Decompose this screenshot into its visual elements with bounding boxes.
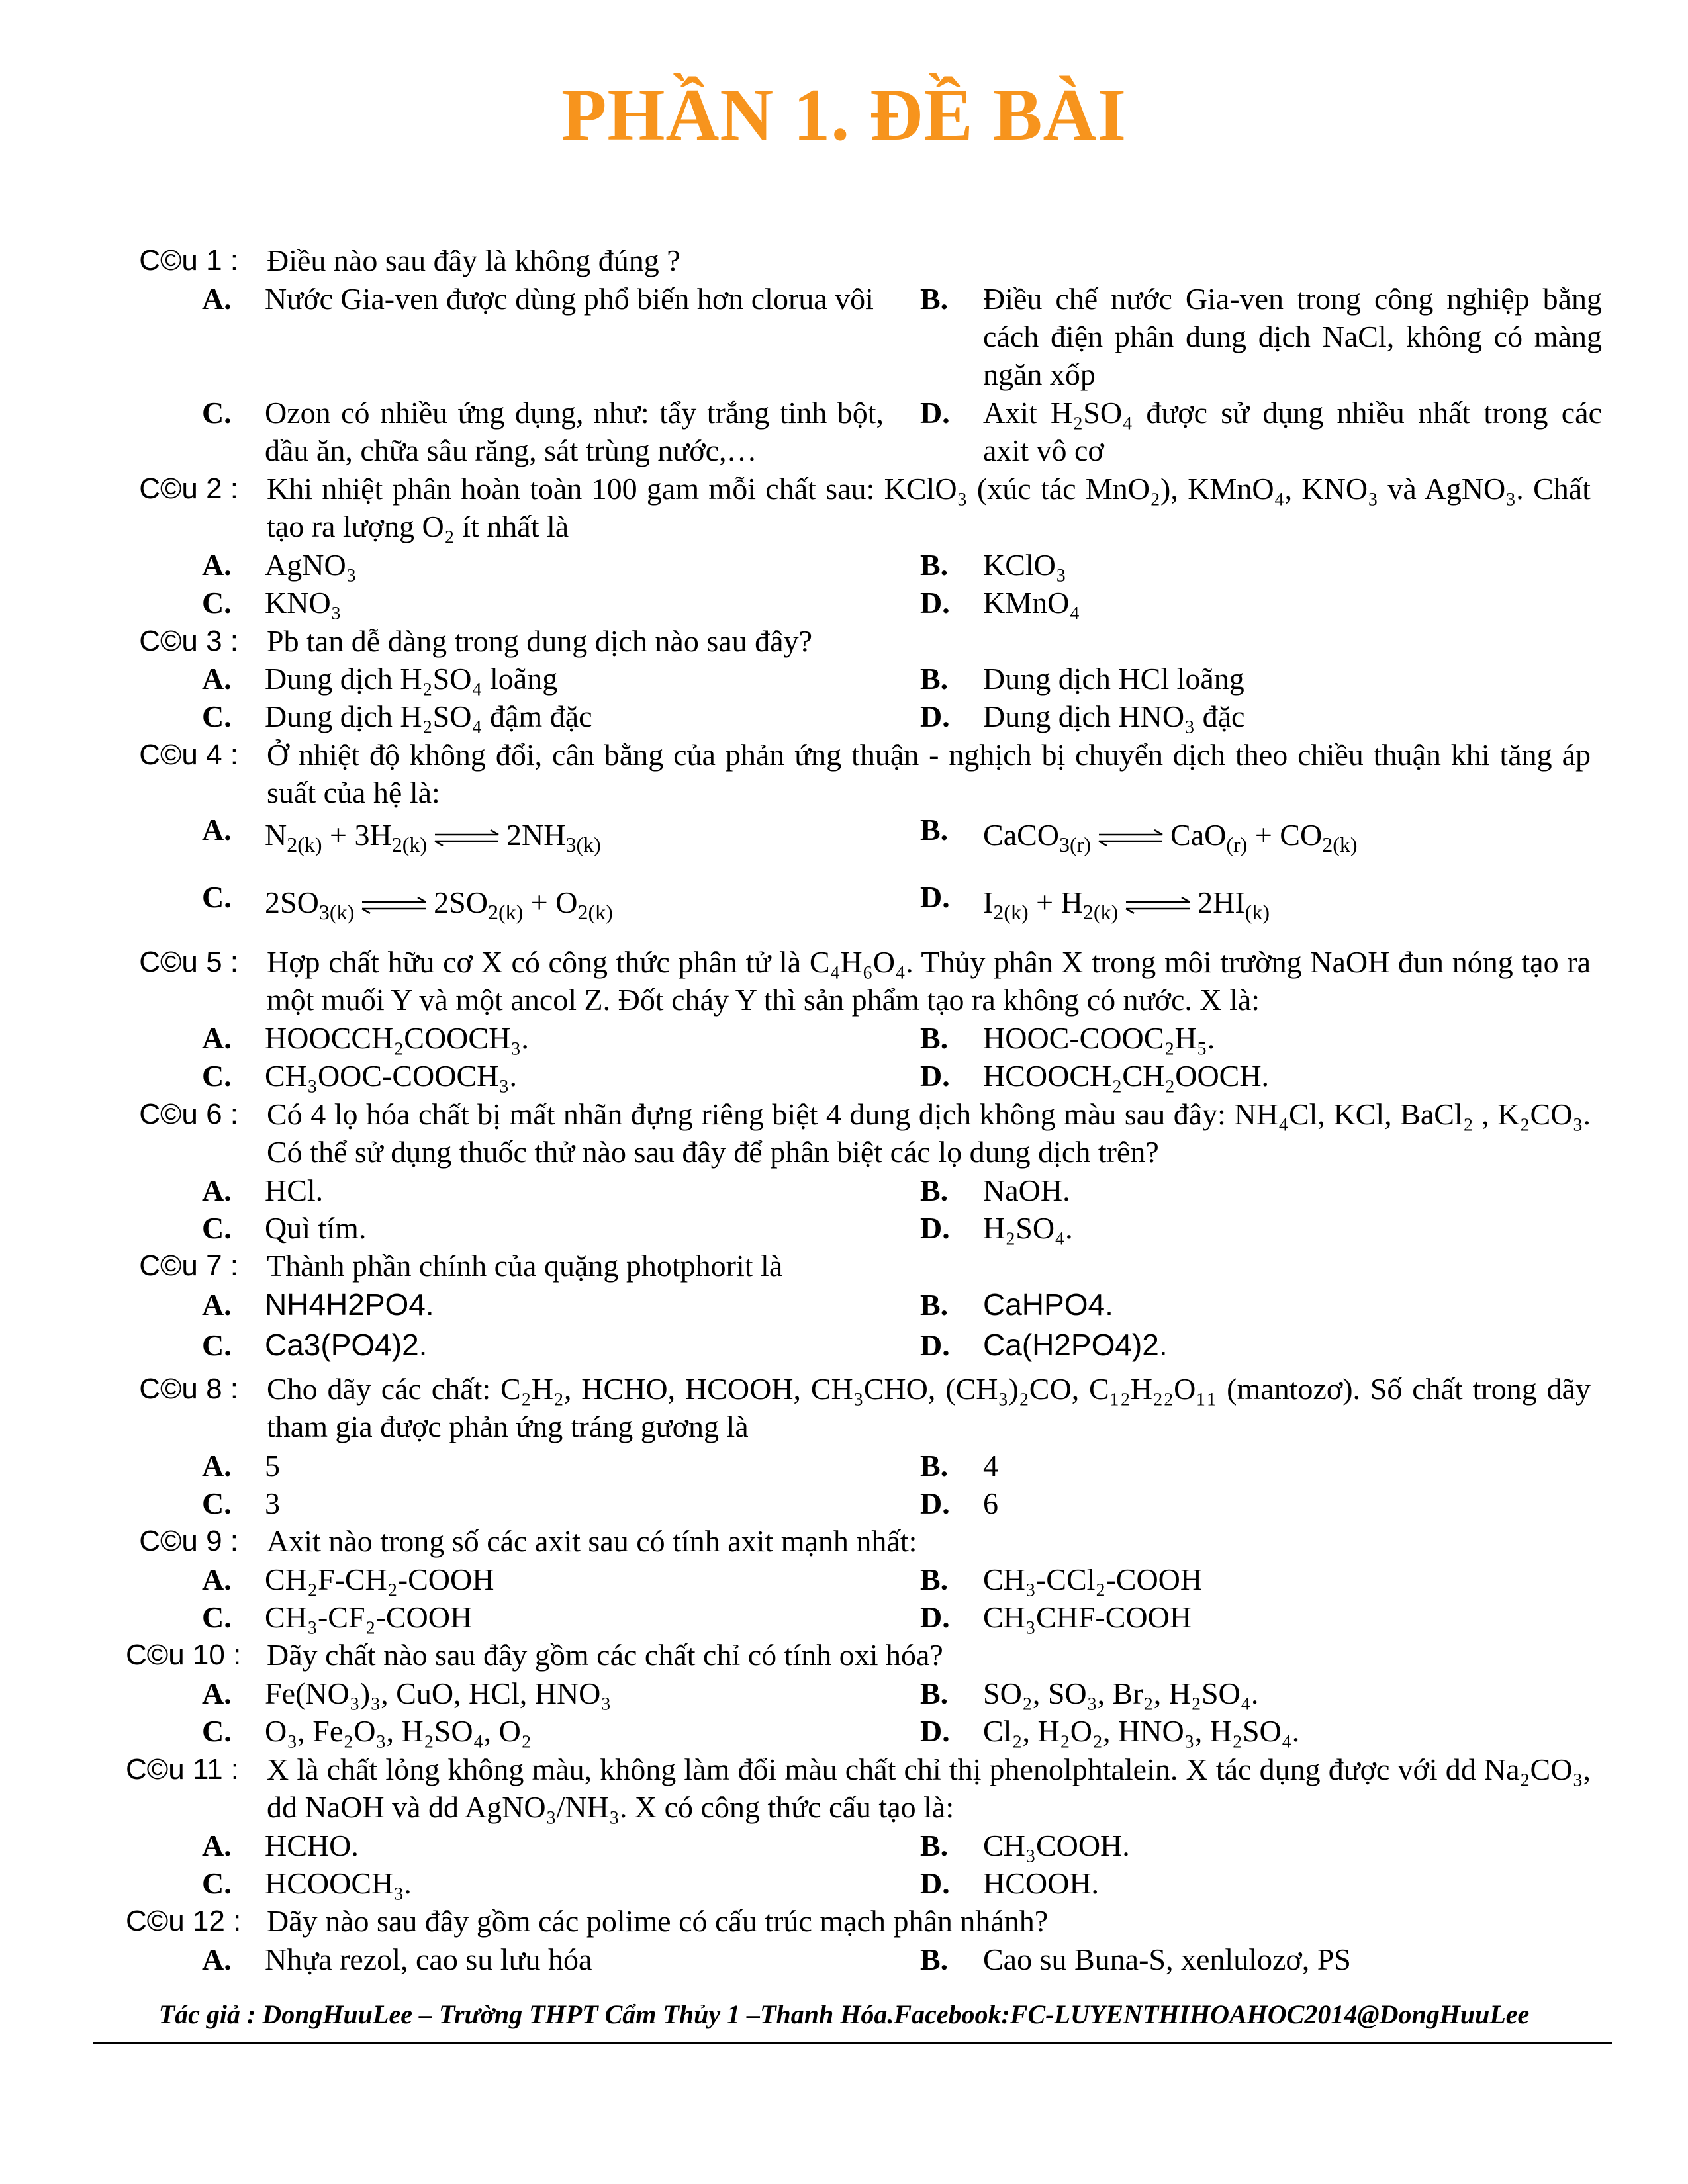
question-label: C©u 5 : bbox=[139, 946, 238, 978]
option-letter: C. bbox=[202, 1486, 232, 1520]
option-letter: C. bbox=[202, 880, 232, 914]
option-text: HCOOCH₂CH₂OOCH. bbox=[983, 1059, 1270, 1093]
option-letter: C. bbox=[202, 700, 232, 733]
option-text: 4 bbox=[983, 1449, 998, 1482]
option-text: HOOCCH₂COOCH₃. bbox=[265, 1021, 529, 1055]
option-letter: A. bbox=[202, 813, 232, 846]
option-text: KNO₃ bbox=[265, 586, 342, 619]
option-text: H₂SO₄. bbox=[983, 1211, 1073, 1245]
option-text: CaHPO4. bbox=[983, 1287, 1113, 1322]
page-title: PHẦN 1. ĐỀ BÀI bbox=[561, 74, 1127, 156]
option-text: CH₃-CF₂-COOH bbox=[265, 1600, 473, 1634]
question-text: Dãy chất nào sau đây gồm các chất chỉ có tính oxi hóa? bbox=[267, 1638, 943, 1672]
question-label: C©u 9 : bbox=[139, 1525, 238, 1557]
option-letter: C. bbox=[202, 1714, 232, 1748]
option-text: Ca3(PO4)2. bbox=[265, 1328, 428, 1362]
option-letter: A. bbox=[202, 1676, 232, 1710]
option-letter: C. bbox=[202, 1328, 232, 1362]
option-letter: B. bbox=[920, 1288, 949, 1322]
option-letter: A. bbox=[202, 1563, 232, 1596]
option-text: KMnO₄ bbox=[983, 586, 1080, 619]
question-label: C©u 2 : bbox=[139, 473, 238, 505]
question-text: Điều nào sau đây là không đúng ? bbox=[267, 244, 680, 277]
question-label: C©u 8 : bbox=[139, 1373, 238, 1405]
option-letter: D. bbox=[920, 1866, 950, 1900]
option-letter: A. bbox=[202, 548, 232, 582]
option-text: Điều chế nước Gia-ven trong công nghiệp bằng cách điện phân dung dịch NaCl, không có màng ngăn xốp bbox=[983, 282, 1602, 391]
question-text: Dãy nào sau đây gồm các polime có cấu trúc mạch phân nhánh? bbox=[267, 1904, 1049, 1938]
option-letter: B. bbox=[920, 548, 949, 582]
equation-right: $2NH_{3(k)}$ bbox=[506, 818, 601, 857]
option-letter: B. bbox=[920, 1829, 949, 1862]
option-letter: C. bbox=[202, 586, 232, 619]
option-text: HCHO. bbox=[265, 1829, 359, 1862]
option-text: Fe(NO₃)₃, CuO, HCl, HNO₃ bbox=[265, 1676, 612, 1710]
question-text: Axit nào trong số các axit sau có tính axit mạnh nhất: bbox=[267, 1524, 917, 1558]
option-letter: C. bbox=[202, 1866, 232, 1900]
option-text: Dung dịch H₂SO₄ đậm đặc bbox=[265, 700, 592, 733]
option-text: 3 bbox=[265, 1486, 280, 1520]
question-text: Có 4 lọ hóa chất bị mất nhãn đựng riêng biệt 4 dung dịch không màu sau đây: NH₄Cl, KCl, BaCl₂ , K₂CO₃. Có thể sử dụng thuốc thử nào sau đây để phân biệt các lọ dung dịch trên? bbox=[267, 1097, 1591, 1169]
option-text: 6 bbox=[983, 1486, 998, 1520]
option-letter: B. bbox=[920, 1449, 949, 1482]
equation-left: $2SO_{3(k)}$ bbox=[265, 886, 355, 925]
question-text: Ở nhiệt độ không đổi, cân bằng của phản ứng thuận - nghịch bị chuyển dịch theo chiều thuận khi tăng áp suất của hệ là: bbox=[267, 738, 1591, 809]
option-letter: A. bbox=[202, 1829, 232, 1862]
option-letter: B. bbox=[920, 1563, 949, 1596]
option-letter: D. bbox=[920, 1328, 950, 1362]
option-text: HCl. bbox=[265, 1173, 324, 1207]
option-text: KClO₃ bbox=[983, 548, 1066, 582]
option-letter: C. bbox=[202, 1600, 232, 1634]
option-text: NH4H2PO4. bbox=[265, 1287, 434, 1322]
equation-right: $CaO_{(r)} + CO_{2(k)}$ bbox=[1170, 818, 1358, 857]
option-text: Ca(H2PO4)2. bbox=[983, 1328, 1168, 1362]
question-text: Hợp chất hữu cơ X có công thức phân tử là C₄H₆O₄. Thủy phân X trong môi trường NaOH đun nóng tạo ra một muối Y và một ancol Z. Đốt cháy Y thì sản phẩm tạo ra không có nước. X là: bbox=[267, 945, 1591, 1017]
question-text: X là chất lỏng không màu, không làm đổi màu chất chỉ thị phenolphtalein. X tác dụng được với dd Na₂CO₃, dd NaOH và dd AgNO₃/NH₃. X có công thức cấu tạo là: bbox=[267, 1752, 1591, 1824]
option-text: HOOC-COOC₂H₅. bbox=[983, 1021, 1215, 1055]
option-text: Quì tím. bbox=[265, 1211, 367, 1245]
equation-left: CaCO$_{3(r)}$ bbox=[983, 818, 1091, 857]
question-label: C©u 12 : bbox=[126, 1905, 242, 1937]
option-text: Ozon có nhiều ứng dụng, như: tẩy trắng tinh bột, dầu ăn, chữa sâu răng, sát trùng nước,… bbox=[265, 396, 884, 467]
option-letter: C. bbox=[202, 1211, 232, 1245]
option-letter: D. bbox=[920, 586, 950, 619]
option-text: HCOOCH₃. bbox=[265, 1866, 412, 1900]
option-text: Cao su Buna-S, xenlulozơ, PS bbox=[983, 1942, 1351, 1976]
option-letter: A. bbox=[202, 1173, 232, 1207]
equilibrium-arrow-icon bbox=[1098, 829, 1164, 846]
option-letter: A. bbox=[202, 282, 232, 316]
option-text: CH₃CHF-COOH bbox=[983, 1600, 1192, 1634]
option-text: CH₃COOH. bbox=[983, 1829, 1130, 1862]
option-letter: C. bbox=[202, 1059, 232, 1093]
option-letter: B. bbox=[920, 662, 949, 696]
question-text: Thành phần chính của quặng photphorit là bbox=[267, 1249, 783, 1283]
question-label: C©u 4 : bbox=[139, 739, 238, 771]
option-text: Nhựa rezol, cao su lưu hóa bbox=[265, 1942, 592, 1976]
option-letter: B. bbox=[920, 1942, 949, 1976]
option-letter: A. bbox=[202, 1449, 232, 1482]
option-text: AgNO₃ bbox=[265, 548, 357, 582]
equation-b bbox=[983, 816, 1602, 864]
option-text: Dung dịch HCl loãng bbox=[983, 662, 1244, 696]
question-text: Khi nhiệt phân hoàn toàn 100 gam mỗi chất sau: KClO₃ (xúc tác MnO₂), KMnO₄, KNO₃ và AgNO₃. Chất tạo ra lượng O₂ ít nhất là bbox=[267, 472, 1591, 543]
option-text: Dung dịch H₂SO₄ loãng bbox=[265, 662, 558, 696]
equation-left: $N_{2(k)} + 3H_{2(k)}$ bbox=[265, 818, 428, 857]
equation-right: $2SO_{2(k)} + O_{2(k)}$ bbox=[434, 886, 613, 925]
option-letter: D. bbox=[920, 1486, 950, 1520]
question-label: C©u 6 : bbox=[139, 1098, 238, 1130]
page-footer: Tác giả : DongHuuLee – Trường THPT Cẩm Thủy 1 –Thanh Hóa.Facebook:FC-LUYENTHIHOAHOC2014@DongHuuLee bbox=[158, 1999, 1530, 2029]
option-text: Axit H₂SO₄ được sử dụng nhiều nhất trong các axit vô cơ bbox=[983, 396, 1602, 467]
equilibrium-arrow-icon bbox=[1125, 897, 1191, 914]
option-text: NaOH. bbox=[983, 1173, 1070, 1207]
option-letter: D. bbox=[920, 1714, 950, 1748]
question-label: C©u 1 : bbox=[139, 244, 238, 277]
option-letter: A. bbox=[202, 1942, 232, 1976]
option-letter: A. bbox=[202, 1021, 232, 1055]
option-text: Cl₂, H₂O₂, HNO₃, H₂SO₄. bbox=[983, 1714, 1300, 1748]
option-letter: D. bbox=[920, 1059, 950, 1093]
equation-left: $I_{2(k)} + H_{2(k)}$ bbox=[983, 886, 1119, 925]
option-letter: A. bbox=[202, 662, 232, 696]
option-letter: D. bbox=[920, 396, 950, 430]
option-letter: B. bbox=[920, 813, 949, 846]
equation-c bbox=[265, 884, 884, 931]
option-text: CH₃-CCl₂-COOH bbox=[983, 1563, 1203, 1596]
question-label: C©u 10 : bbox=[126, 1639, 242, 1671]
option-letter: D. bbox=[920, 1600, 950, 1634]
option-letter: B. bbox=[920, 1021, 949, 1055]
equation-d bbox=[983, 884, 1602, 931]
option-letter: D. bbox=[920, 700, 950, 733]
footer-divider bbox=[93, 2042, 1612, 2044]
option-text: Dung dịch HNO₃ đặc bbox=[983, 700, 1245, 733]
equation-a bbox=[265, 816, 884, 864]
equation-right: $2HI_{(k)}$ bbox=[1197, 886, 1270, 925]
option-text: CH₃OOC-COOCH₃. bbox=[265, 1059, 517, 1093]
option-text: 5 bbox=[265, 1449, 280, 1482]
option-text: Nước Gia-ven được dùng phổ biến hơn clorua vôi bbox=[265, 282, 874, 316]
option-text: SO₂, SO₃, Br₂, H₂SO₄. bbox=[983, 1676, 1259, 1710]
option-letter: B. bbox=[920, 282, 949, 316]
option-letter: D. bbox=[920, 1211, 950, 1245]
option-text: O₃, Fe₂O₃, H₂SO₄, O₂ bbox=[265, 1714, 532, 1748]
option-text: CH₂F-CH₂-COOH bbox=[265, 1563, 494, 1596]
option-text: HCOOH. bbox=[983, 1866, 1100, 1900]
question-label: C©u 3 : bbox=[139, 625, 238, 657]
option-letter: D. bbox=[920, 880, 950, 914]
option-letter: B. bbox=[920, 1173, 949, 1207]
question-text: Pb tan dễ dàng trong dung dịch nào sau đây? bbox=[267, 624, 812, 658]
equilibrium-arrow-icon bbox=[361, 897, 427, 914]
question-label: C©u 7 : bbox=[139, 1250, 238, 1282]
question-text: Cho dãy các chất: C₂H₂, HCHO, HCOOH, CH₃CHO, (CH₃)₂CO, C₁₂H₂₂O₁₁ (mantozơ). Số chất trong dãy tham gia được phản ứng tráng gương là bbox=[267, 1372, 1591, 1443]
option-letter: B. bbox=[920, 1676, 949, 1710]
option-letter: A. bbox=[202, 1288, 232, 1322]
question-label: C©u 11 : bbox=[126, 1753, 240, 1786]
option-letter: C. bbox=[202, 396, 232, 430]
equilibrium-arrow-icon bbox=[434, 829, 500, 846]
